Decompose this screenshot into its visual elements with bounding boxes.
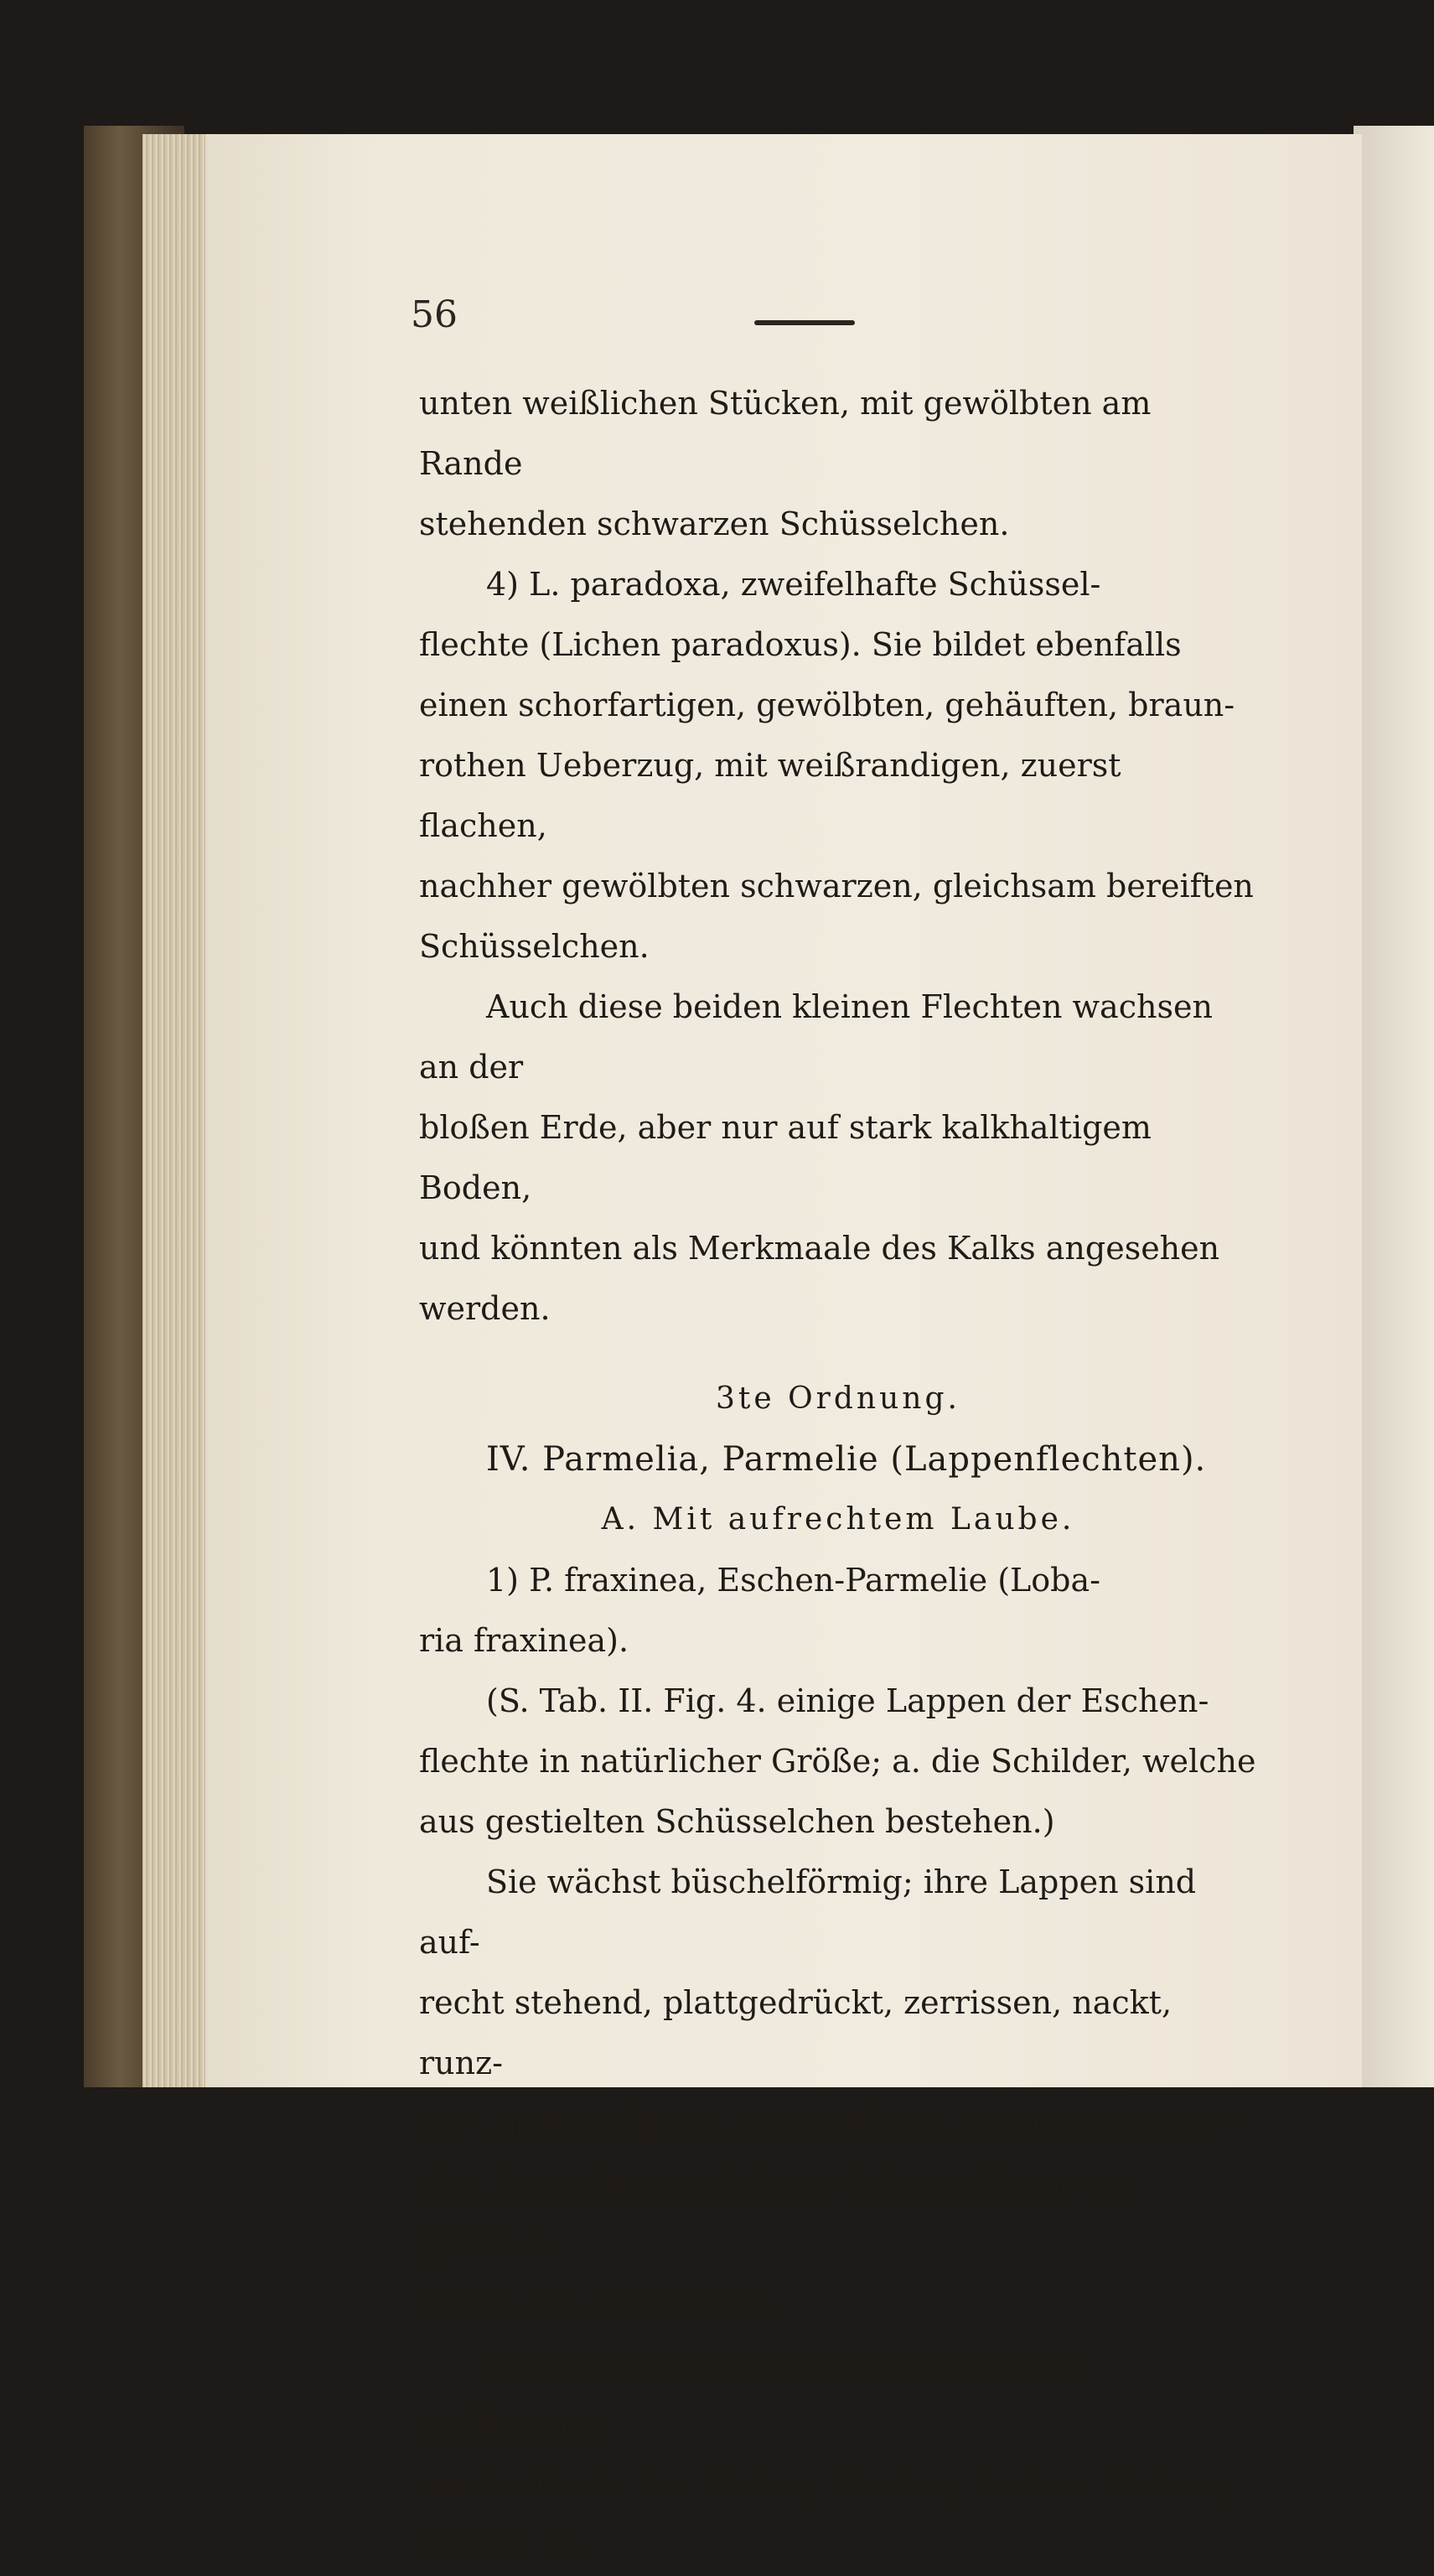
header-rule	[754, 320, 855, 325]
text-line: werden.	[419, 1290, 551, 1327]
text-line: lich, grau-grünlich, mit häufigen, zerstreut stehen-	[419, 2105, 1240, 2142]
text-line: flechte in natürlicher Größe; a. die Schilder, welche	[419, 1743, 1256, 1780]
text-line: einen schorfartigen, gewölbten, gehäuften, braun-	[419, 687, 1235, 723]
page-number: 56	[411, 293, 458, 336]
text-line: 4) L. paradoxa, zweifelhafte Schüssel-	[486, 566, 1101, 603]
text-line: Auch diese beiden kleinen Flechten wachsen an der	[419, 988, 1213, 1086]
text-line: und könnten als Merkmaale des Kalks angesehen	[419, 1230, 1220, 1267]
text-line: an der Rinde der Birken, Buchen, Eichen, Eschen,	[419, 2467, 1230, 2504]
text-line: bloßen Erde, aber nur auf stark kalkhaltigem Boden,	[419, 1109, 1152, 1206]
text-line: Eine der gemeinsten Flechten in den Waldungen	[419, 2346, 1084, 2444]
page-text	[419, 373, 1257, 2576]
text-line: (S. Tab. II. Fig. 4. einige Lappen der Eschen-	[486, 1682, 1209, 1719]
page-edges	[142, 134, 210, 2087]
page-header	[411, 293, 880, 352]
text-line: 1) P. fraxinea, Eschen-Parmelie (Loba-	[486, 1562, 1100, 1599]
section-heading: 3te Ordnung.	[716, 1381, 960, 1416]
text-line: recht stehend, plattgedrückt, zerrissen, nackt, runz-	[419, 1984, 1173, 2081]
text-line: nachher gewölbten schwarzen, gleichsam bereiften	[419, 868, 1254, 904]
text-line: den, bisweilen gestielten, Schüsselchen, von gleicher	[419, 2165, 1141, 2262]
text-line: ria fraxinea).	[419, 1622, 629, 1659]
text-line: stehenden schwarzen Schüsselchen.	[419, 505, 1010, 542]
text-line: Schüsselchen.	[419, 928, 650, 965]
text-line: Farbe mit der Flechte.	[419, 2286, 782, 2323]
text-line: Linden rc.	[419, 2527, 584, 2564]
genus-heading: IV. Parmelia, Parmelie (Lappenflechten).	[486, 1440, 1207, 1479]
text-line: unten weißlichen Stücken, mit gewölbten am Rande	[419, 385, 1152, 482]
subsection-heading: A. Mit aufrechtem Laube.	[601, 1502, 1075, 1537]
facing-page-edge	[1354, 126, 1434, 2087]
text-line: rothen Ueberzug, mit weißrandigen, zuerst flachen,	[419, 747, 1121, 844]
text-line: flechte (Lichen paradoxus). Sie bildet ebenfalls	[419, 626, 1182, 663]
text-line: aus gestielten Schüsselchen bestehen.)	[419, 1803, 1055, 1840]
text-line: Sie wächst büschelförmig; ihre Lappen sind auf-	[419, 1863, 1197, 1961]
